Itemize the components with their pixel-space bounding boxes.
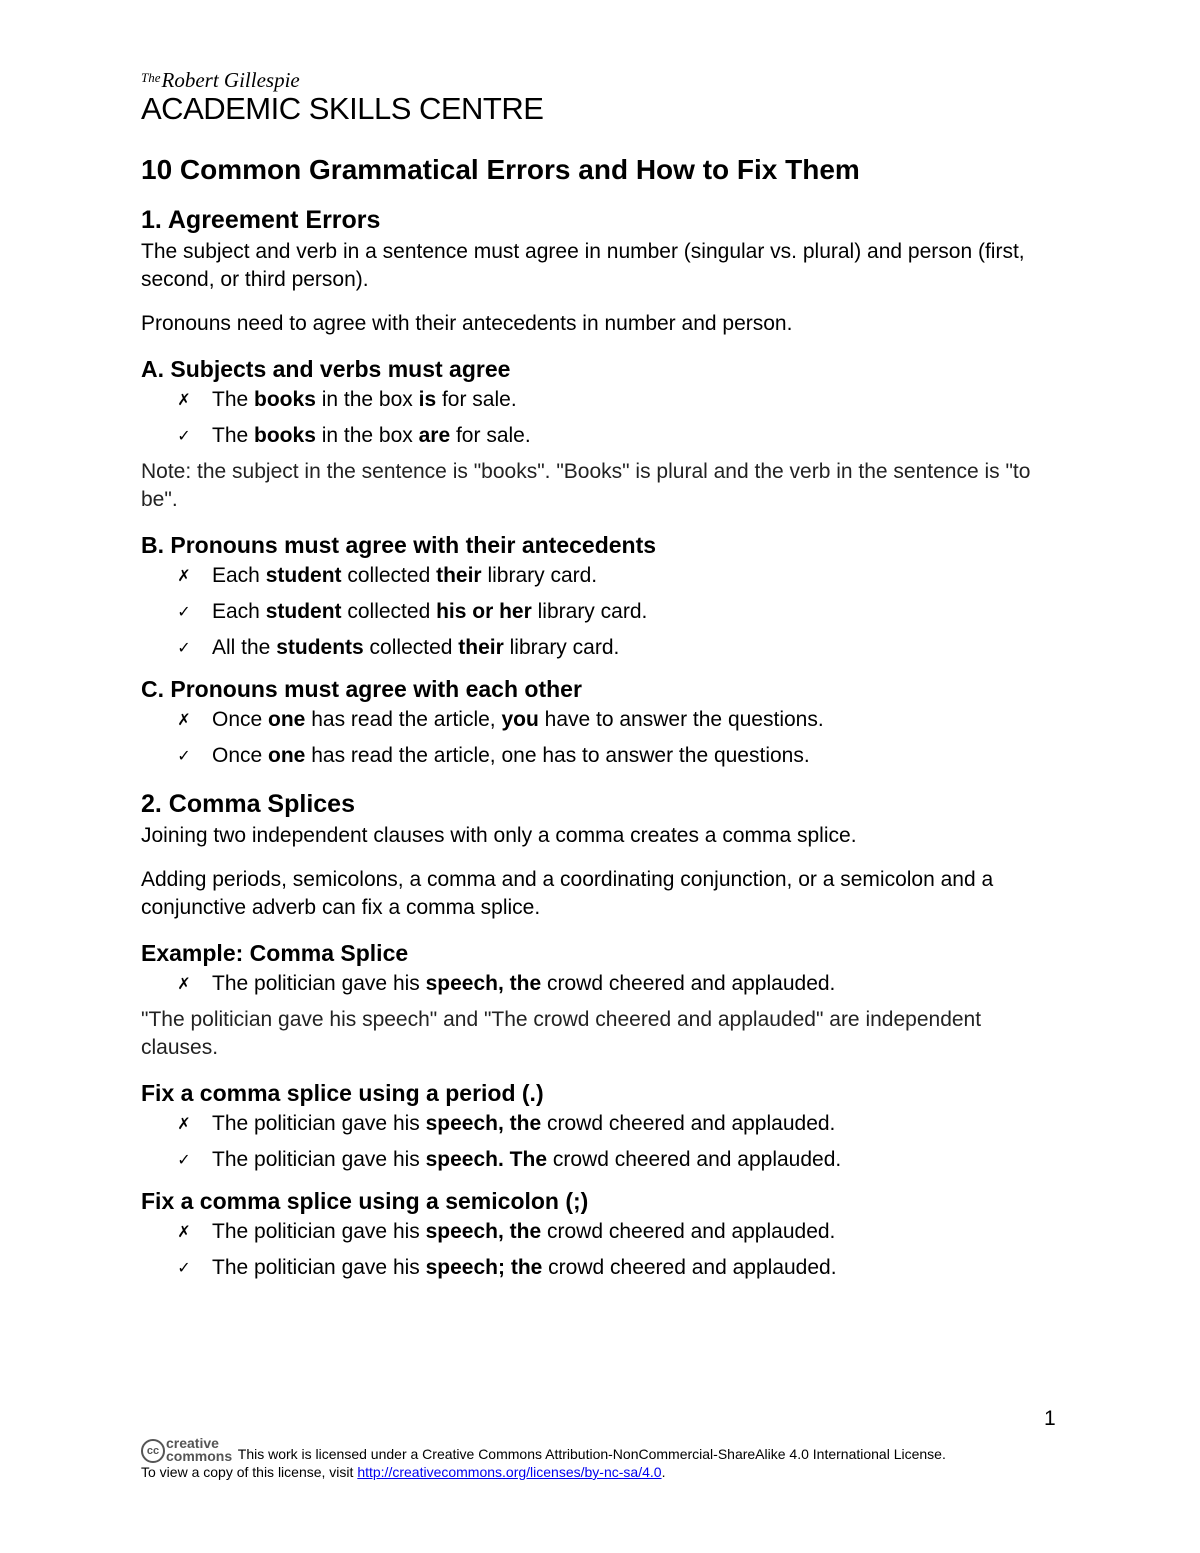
checkmark-icon: ✓	[177, 602, 191, 621]
checkmark-icon: ✓	[177, 1258, 191, 1277]
example-incorrect: ✗ The politician gave his speech, the crowd cheered and applauded.	[141, 1218, 1061, 1246]
cross-icon: ✗	[177, 710, 191, 729]
license-footer: cc creative commons This work is licensed under a Creative Commons Attribution-NonCommercial-ShareAlike 4.0 International License. To view a copy of this license, visit http://creativecommons.org/licenses/by-nc-sa/4.0.	[141, 1435, 946, 1480]
checkmark-icon: ✓	[177, 638, 191, 657]
license-view-text: To view a copy of this license, visit	[141, 1464, 358, 1480]
example-incorrect: ✗ The politician gave his speech, the crowd cheered and applauded.	[141, 970, 1061, 998]
cross-icon: ✗	[177, 974, 191, 993]
subheading-subjects-verbs: A. Subjects and verbs must agree	[141, 356, 511, 382]
subheading-fix-period: Fix a comma splice using a period (.)	[141, 1080, 544, 1106]
example-list	[141, 970, 1061, 998]
license-text: This work is licensed under a Creative Commons Attribution-NonCommercial-ShareAlike 4.0 International License.	[234, 1446, 946, 1462]
paragraph: Pronouns need to agree with their antecedents in number and person.	[141, 312, 793, 335]
example-correct: ✓ Once one has read the article, one has to answer the questions.	[141, 742, 1061, 770]
paragraph: The subject and verb in a sentence must agree in number (singular vs. plural) and person (first, second, or third person).	[141, 240, 1025, 291]
example-correct: ✓ Each student collected his or her library card.	[141, 598, 1061, 626]
example-list	[141, 562, 1061, 662]
cc-icon: cc	[141, 1439, 165, 1463]
example-correct: ✓ All the students collected their library card.	[141, 634, 1061, 662]
example-incorrect: ✗ The books in the box is for sale.	[141, 386, 1061, 414]
subheading-pronoun-antecedents: B. Pronouns must agree with their antecedents	[141, 532, 657, 558]
checkmark-icon: ✓	[177, 426, 191, 445]
example-correct: ✓ The politician gave his speech. The crowd cheered and applauded.	[141, 1146, 1061, 1174]
logo-subtitle: $^{The}$Robert Gillespie	[141, 68, 300, 92]
example-incorrect: ✗ Each student collected their library card.	[141, 562, 1061, 590]
example-list	[141, 386, 1061, 450]
example-correct: ✓ The politician gave his speech; the crowd cheered and applauded.	[141, 1254, 1061, 1282]
subheading-example-comma-splice: Example: Comma Splice	[141, 940, 409, 966]
example-list	[141, 1218, 1061, 1282]
creative-commons-logo: cc creative commons	[141, 1437, 232, 1463]
license-link[interactable]: http://creativecommons.org/licenses/by-nc-sa/4.0	[357, 1464, 662, 1480]
logo-title: ACADEMIC SKILLS CENTRE	[141, 91, 544, 126]
cross-icon: ✗	[177, 1222, 191, 1241]
section-heading-comma-splices: 2. Comma Splices	[141, 790, 355, 818]
cross-icon: ✗	[177, 1114, 191, 1133]
checkmark-icon: ✓	[177, 1150, 191, 1169]
asc-logo	[141, 66, 543, 126]
subheading-fix-semicolon: Fix a comma splice using a semicolon (;)	[141, 1188, 589, 1214]
section-heading-agreement-errors: 1. Agreement Errors	[141, 206, 381, 234]
example-correct: ✓ The books in the box are for sale.	[141, 422, 1061, 450]
document-body	[141, 152, 1061, 1290]
paragraph: Joining two independent clauses with only a comma creates a comma splice.	[141, 824, 857, 847]
page-number: 1	[1044, 1407, 1056, 1430]
cross-icon: ✗	[177, 390, 191, 409]
cross-icon: ✗	[177, 566, 191, 585]
document-title: 10 Common Grammatical Errors and How to Fix Them	[141, 154, 860, 185]
example-list	[141, 1110, 1061, 1174]
checkmark-icon: ✓	[177, 746, 191, 765]
subheading-pronouns-each-other: C. Pronouns must agree with each other	[141, 676, 582, 702]
example-list	[141, 706, 1061, 770]
example-incorrect: ✗ The politician gave his speech, the crowd cheered and applauded.	[141, 1110, 1061, 1138]
note-paragraph: "The politician gave his speech" and "The crowd cheered and applauded" are independent clauses.	[141, 1008, 982, 1059]
example-incorrect: ✗ Once one has read the article, you have to answer the questions.	[141, 706, 1061, 734]
paragraph: Adding periods, semicolons, a comma and a coordinating conjunction, or a semicolon and a conjunctive adverb can fix a comma splice.	[141, 868, 994, 919]
note-paragraph: Note: the subject in the sentence is "books". "Books" is plural and the verb in the sentence is "to be".	[141, 460, 1031, 511]
